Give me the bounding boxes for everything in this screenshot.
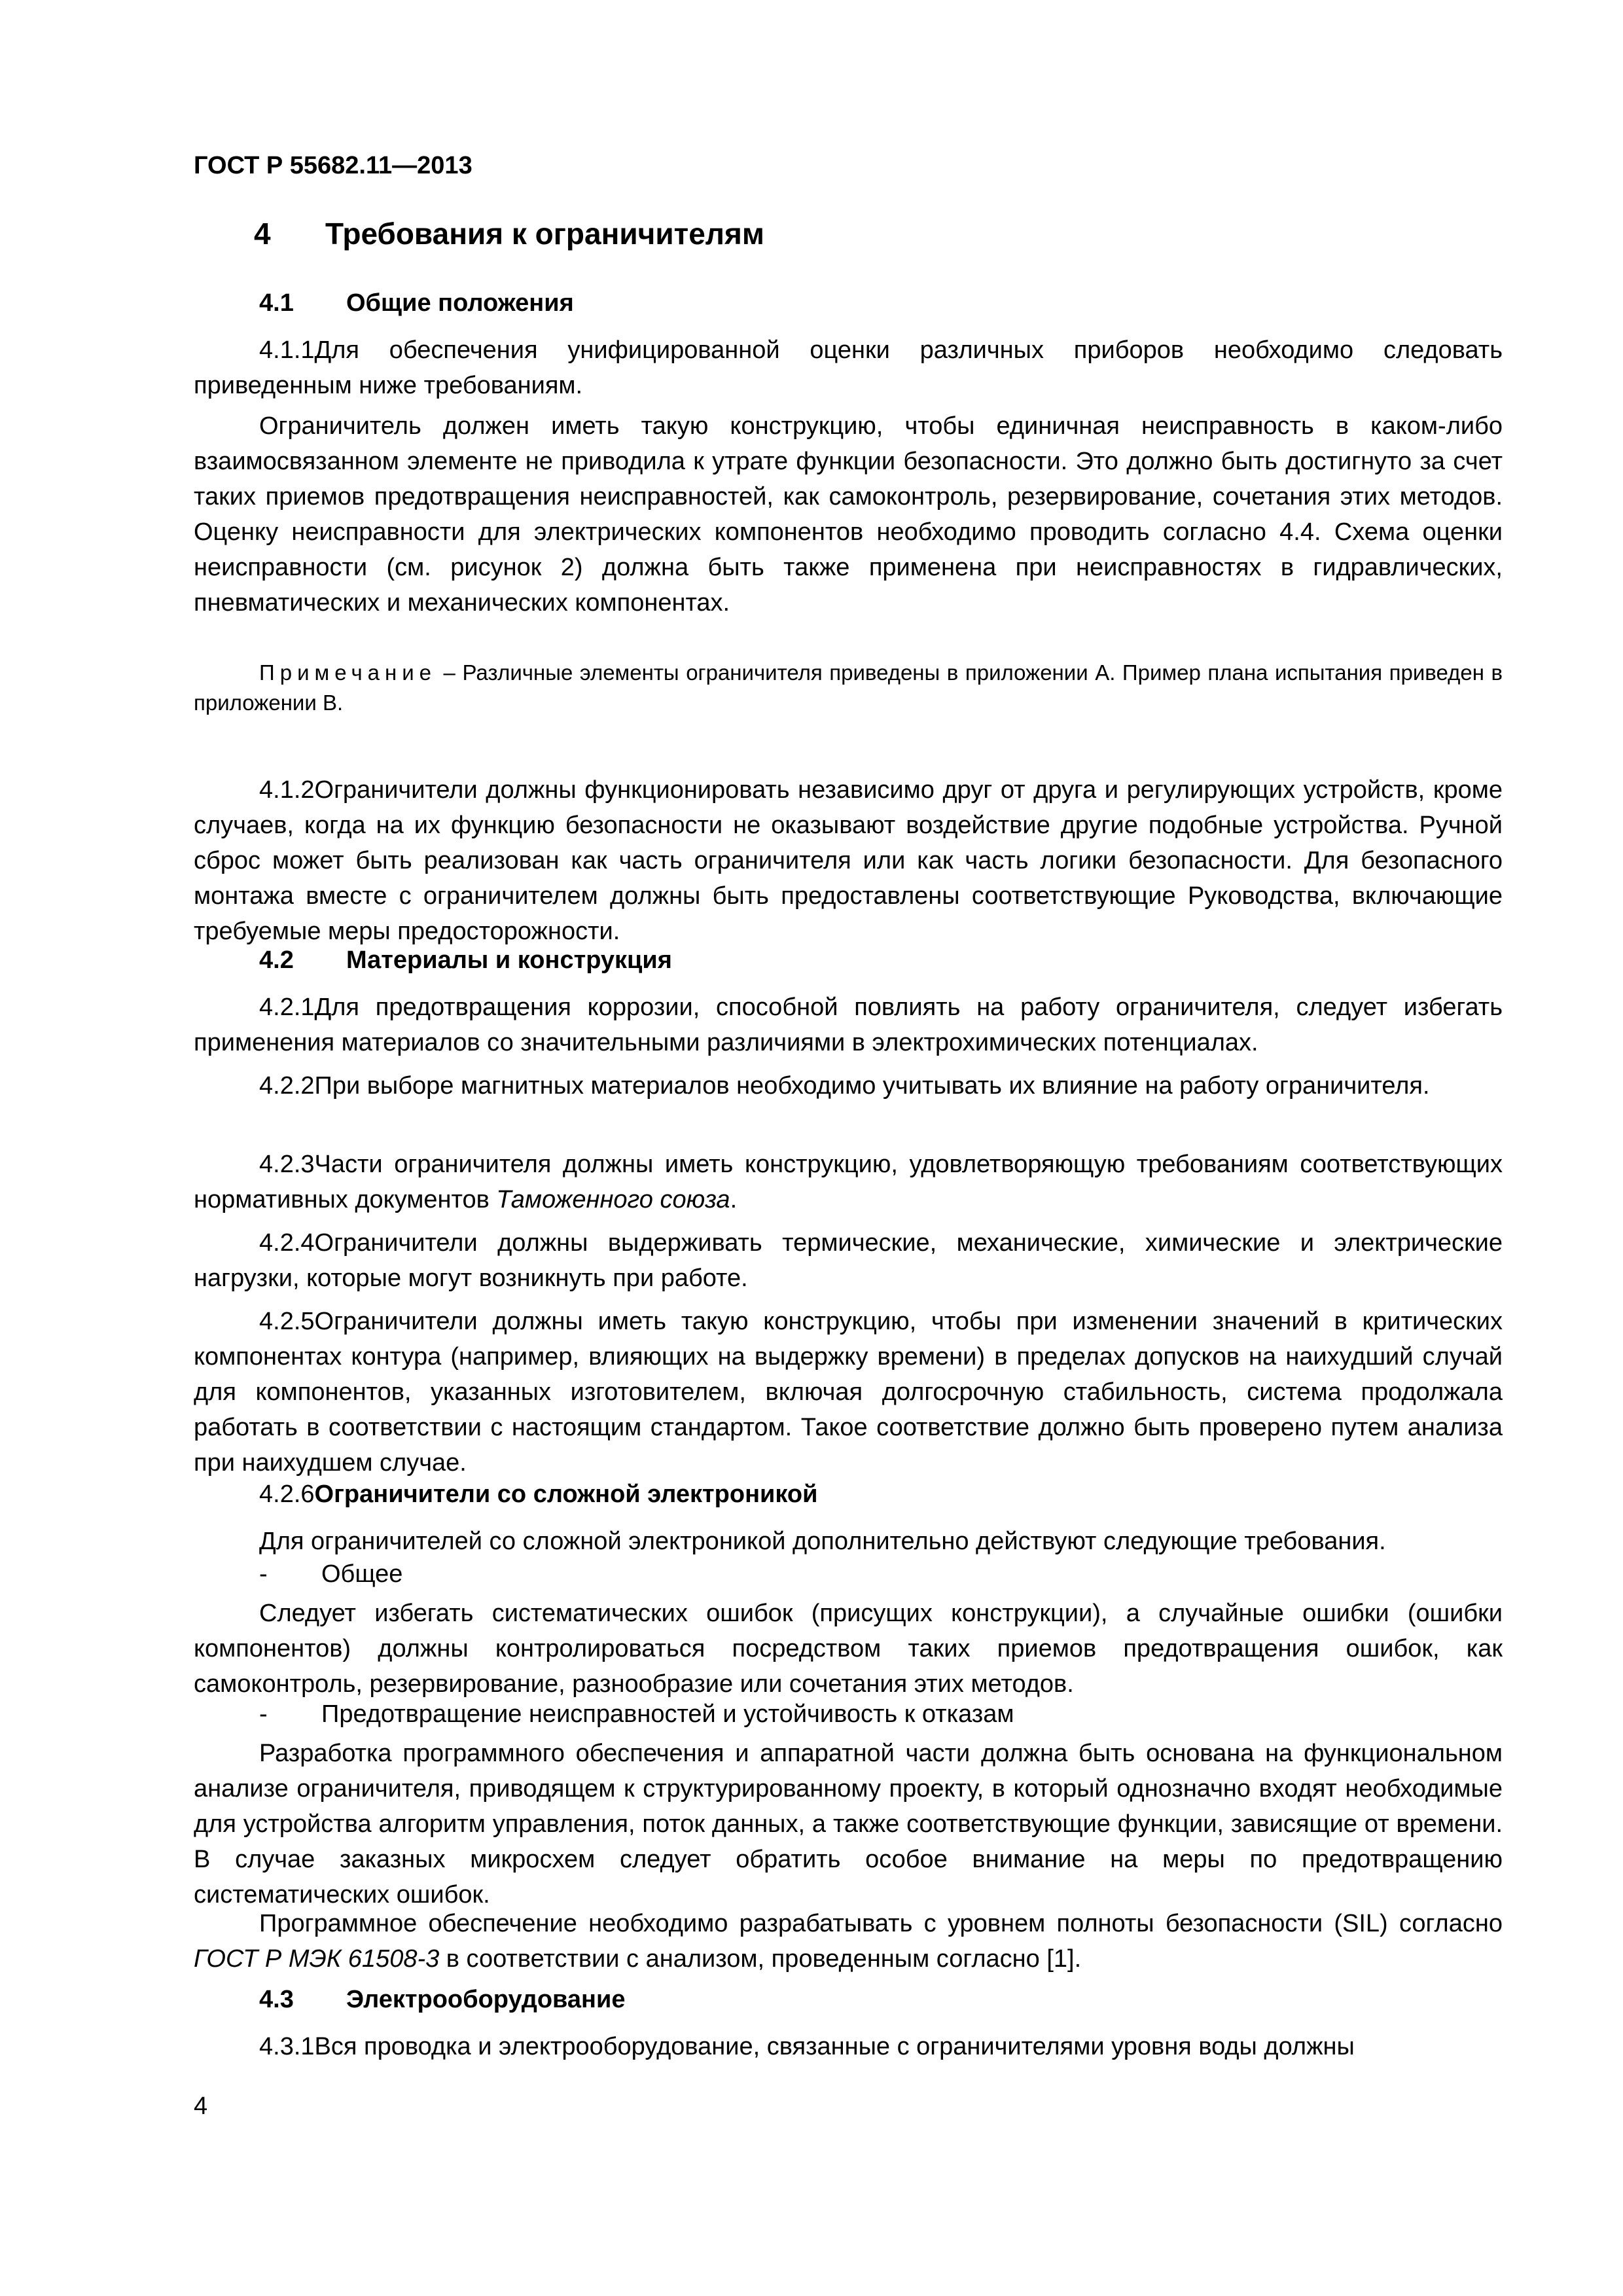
list-dash: -	[259, 1560, 268, 1588]
paragraph-4-2-6-intro: Для ограничителей со сложной электроникой дополнительно действуют следующие требования.	[259, 1528, 1386, 1555]
note-text: – Различные элементы ограничителя приведены в приложении А. Пример плана испытания приведен в приложении В.	[194, 660, 1503, 715]
italic-reference: Таможенного союза	[496, 1186, 730, 1213]
paragraph-4-1-2: 4.1.2Ограничители должны функционировать независимо друг от друга и регулирующих устройств, кроме случаев, когда на их функцию безопасности не оказывают воздействие другие подобные устройства. Ручной сброс может быть реализован как часть ограничителя или как часть логики безопасности. Для безопасного монтажа вместе с ограничителем должны быть предоставлены соответствующие Руководства, включающие требуемые меры предосторожности.	[194, 776, 1503, 945]
subsection-number: 4.1	[259, 289, 294, 317]
paragraph-4-2-3	[194, 1147, 1503, 1217]
paragraph-4-1-1: 4.1.1Для обеспечения унифицированной оценки различных приборов необходимо следовать приведенным ниже требованиям.	[194, 336, 1503, 399]
list-item-general	[259, 1560, 402, 1588]
paragraph-text: Программное обеспечение необходимо разрабатывать с уровнем полноты безопасности (SIL) согласно	[259, 1910, 1503, 1937]
section-number: 4	[254, 217, 271, 251]
section-title: Требования к ограничителям	[325, 217, 764, 251]
paragraph-4-2-6-fault-prevention: Разработка программного обеспечения и аппаратной части должна быть основана на функциональном анализе ограничителя, приводящем к структурированному проекту, в который однозначно входят необходимые для устройства алгоритм управления, поток данных, а также соответствующие функции, зависящие от времени. В случае заказных микросхем следует обратить особое внимание на меры по предотвращению систематических ошибок.	[194, 1740, 1503, 1909]
paragraph-4-3-1: 4.3.1Вся проводка и электрооборудование, связанные с ограничителями уровня воды должны	[259, 2033, 1355, 2060]
paragraph-4-2-4: 4.2.4Ограничители должны выдерживать термические, механические, химические и электрические нагрузки, которые могут возникнуть при работе.	[194, 1229, 1503, 1292]
note-label: Примечание	[259, 660, 437, 685]
paragraph-4-2-5: 4.2.5Ограничители должны иметь такую конструкцию, чтобы при изменении значений в критических компонентах контура (например, влияющих на выдержку времени) в пределах допусков на наихудший случай для компонентов, указанных изготовителем, включая долгосрочную стабильность, система продолжала работать в соответствии с настоящим стандартом. Такое соответствие должно быть проверено путем анализа при наихудшем случае.	[194, 1308, 1503, 1477]
subsection-number: 4.2	[259, 946, 294, 974]
paragraph-text: 4.2.3Части ограничителя должны иметь конструкцию, удовлетворяющую требованиям соответствующих нормативных документов	[194, 1151, 1503, 1213]
paragraph-end: в соответствии с анализом, проведенным согласно [1].	[439, 1945, 1082, 1973]
paragraph-4-2-2: 4.2.2При выборе магнитных материалов необходимо учитывать их влияние на работу ограничителя.	[259, 1072, 1430, 1100]
paragraph-4-2-6-software	[194, 1906, 1503, 1977]
paragraph-4-1-1-continued: Ограничитель должен иметь такую конструкцию, чтобы единичная неисправность в каком-либо взаимосвязанном элементе не приводила к утрате функции безопасности. Это должно быть достигнуто за счет таких приемов предотвращения неисправностей, как самоконтроль, резервирование, сочетания этих методов. Оценку неисправности для электрических компонентов необходимо проводить согласно 4.4. Схема оценки неисправности (см. рисунок 2) должна быть также применена при неисправностях в гидравлических, пневматических и механических компонентах.	[194, 412, 1503, 617]
page-number: 4	[194, 2092, 208, 2120]
subsection-number: 4.3	[259, 1986, 294, 2013]
list-item-fault-prevention	[259, 1700, 1014, 1729]
subsection-title: Общие положения	[346, 289, 574, 317]
italic-reference: ГОСТ Р МЭК 61508-3	[194, 1945, 440, 1973]
list-item-text: Предотвращение неисправностей и устойчивость к отказам	[321, 1700, 1014, 1728]
list-item-text: Общее	[321, 1560, 403, 1588]
paragraph-number: 4.2.6	[259, 1480, 315, 1508]
subsection-title: Материалы и конструкция	[346, 946, 672, 974]
paragraph-end: .	[730, 1186, 738, 1213]
section-4-heading	[254, 216, 764, 251]
subsection-4-2-heading	[259, 946, 672, 975]
paragraph-title: Ограничители со сложной электроникой	[314, 1480, 818, 1508]
document-header-id: ГОСТ Р 55682.11—2013	[194, 152, 473, 179]
list-dash: -	[259, 1700, 268, 1728]
subsection-4-1-heading	[259, 289, 574, 317]
paragraph-4-2-6-general: Следует избегать систематических ошибок (присущих конструкции), а случайные ошибки (ошибки компонентов) должны контролироваться посредством таких приемов предотвращения ошибок, как самоконтроль, резервирование, разнообразие или сочетания этих методов.	[194, 1600, 1503, 1698]
paragraph-4-2-6-heading	[194, 1477, 1503, 1512]
paragraph-4-2-1: 4.2.1Для предотвращения коррозии, способной повлиять на работу ограничителя, следует избегать применения материалов со значительными различиями в электрохимических потенциалах.	[194, 994, 1503, 1056]
note	[194, 658, 1503, 718]
subsection-4-3-heading	[259, 1986, 625, 2014]
subsection-title: Электрооборудование	[346, 1986, 626, 2013]
